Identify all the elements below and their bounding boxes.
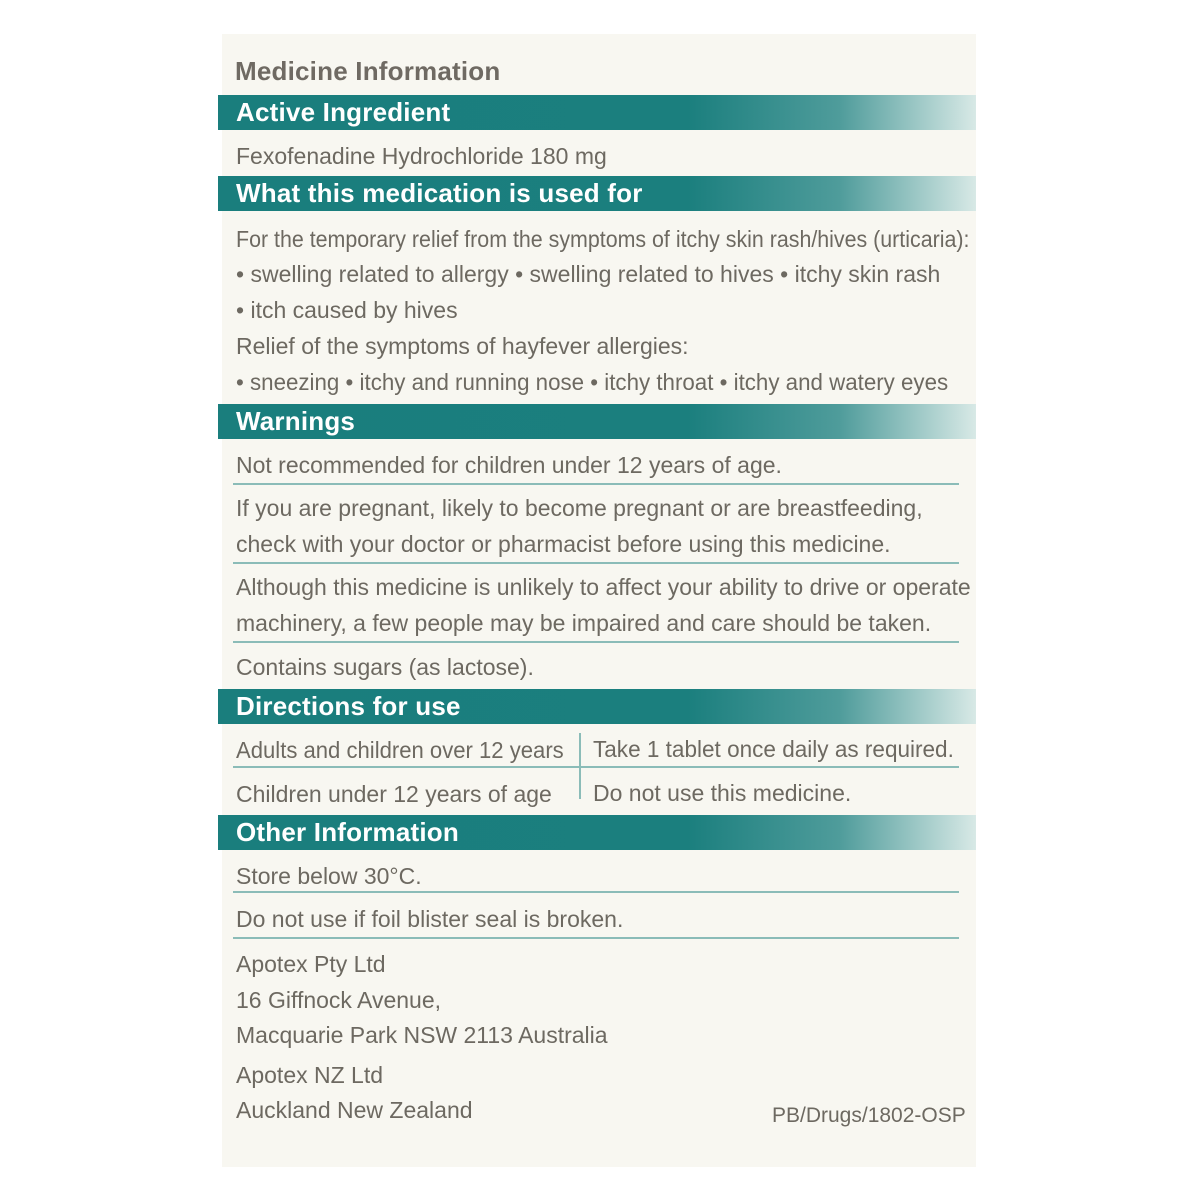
directions-who-adults: Adults and children over 12 years xyxy=(236,737,564,763)
bullet-icon: • xyxy=(590,369,599,395)
section-heading: Directions for use xyxy=(236,691,461,721)
list-item: itchy skin rash xyxy=(794,261,941,287)
address-line-city-au: Macquarie Park NSW 2113 Australia xyxy=(236,1022,608,1048)
address-line-company-nz: Apotex NZ Ltd xyxy=(236,1062,384,1088)
uses-bullets-line-2 xyxy=(236,297,458,324)
section-header-uses xyxy=(218,176,976,211)
list-item: itchy throat xyxy=(604,369,714,395)
product-code: PB/Drugs/1802-OSP xyxy=(772,1104,966,1127)
list-item: itchy and running nose xyxy=(359,369,585,395)
bullet-icon: • xyxy=(719,369,728,395)
uses-bullets-line-3 xyxy=(236,369,948,396)
address-line-city-nz: Auckland New Zealand xyxy=(236,1097,473,1123)
directions-dose-adults: Take 1 tablet once daily as required. xyxy=(593,736,954,762)
divider xyxy=(233,483,959,485)
bullet-icon: • xyxy=(515,261,524,287)
warning-children: Not recommended for children under 12 years of age. xyxy=(236,452,782,478)
list-item: itch caused by hives xyxy=(250,297,458,323)
bullet-icon: • xyxy=(236,261,245,287)
uses-intro-urticaria: For the temporary relief from the symptoms of itchy skin rash/hives (urticaria): xyxy=(236,226,970,252)
section-heading: What this medication is used for xyxy=(236,178,643,208)
section-header-warnings xyxy=(218,404,976,439)
section-header-other xyxy=(218,815,976,850)
list-item: swelling related to allergy xyxy=(250,261,509,287)
section-header-active-ingredient xyxy=(218,95,976,130)
warning-pregnancy-line-2: check with your doctor or pharmacist before using this medicine. xyxy=(236,531,891,557)
warning-pregnancy-line-1: If you are pregnant, likely to become pregnant or are breastfeeding, xyxy=(236,495,923,521)
divider xyxy=(233,766,959,768)
bullet-icon: • xyxy=(780,261,789,287)
address-line-company-au: Apotex Pty Ltd xyxy=(236,951,386,977)
address-line-street: 16 Giffnock Avenue, xyxy=(236,987,442,1013)
warning-driving-line-2: machinery, a few people may be impaired and care should be taken. xyxy=(236,610,932,636)
divider xyxy=(233,562,959,564)
uses-bullets-line-1 xyxy=(236,261,940,288)
list-item: sneezing xyxy=(250,369,340,395)
other-seal: Do not use if foil blister seal is broken. xyxy=(236,906,624,932)
section-heading: Other Information xyxy=(236,817,459,847)
active-ingredient-text: Fexofenadine Hydrochloride 180 mg xyxy=(236,143,607,169)
directions-dose-children: Do not use this medicine. xyxy=(593,780,852,806)
divider xyxy=(233,891,959,893)
divider xyxy=(233,641,959,643)
bullet-icon: • xyxy=(236,297,245,323)
page-title: Medicine Information xyxy=(235,56,501,86)
bullet-icon: • xyxy=(345,369,354,395)
section-heading: Active Ingredient xyxy=(236,97,451,127)
divider xyxy=(233,937,959,939)
bullet-icon: • xyxy=(236,369,244,395)
section-header-directions xyxy=(218,689,976,724)
warning-driving-line-1: Although this medicine is unlikely to affect your ability to drive or operate xyxy=(236,574,971,600)
table-column-divider xyxy=(579,733,581,799)
list-item: itchy and watery eyes xyxy=(733,369,949,395)
section-heading: Warnings xyxy=(236,406,356,436)
warning-lactose: Contains sugars (as lactose). xyxy=(236,654,534,680)
list-item: swelling related to hives xyxy=(529,261,774,287)
other-storage: Store below 30°C. xyxy=(236,863,422,889)
directions-who-children: Children under 12 years of age xyxy=(236,781,552,807)
uses-intro-hayfever: Relief of the symptoms of hayfever allergies: xyxy=(236,333,689,359)
